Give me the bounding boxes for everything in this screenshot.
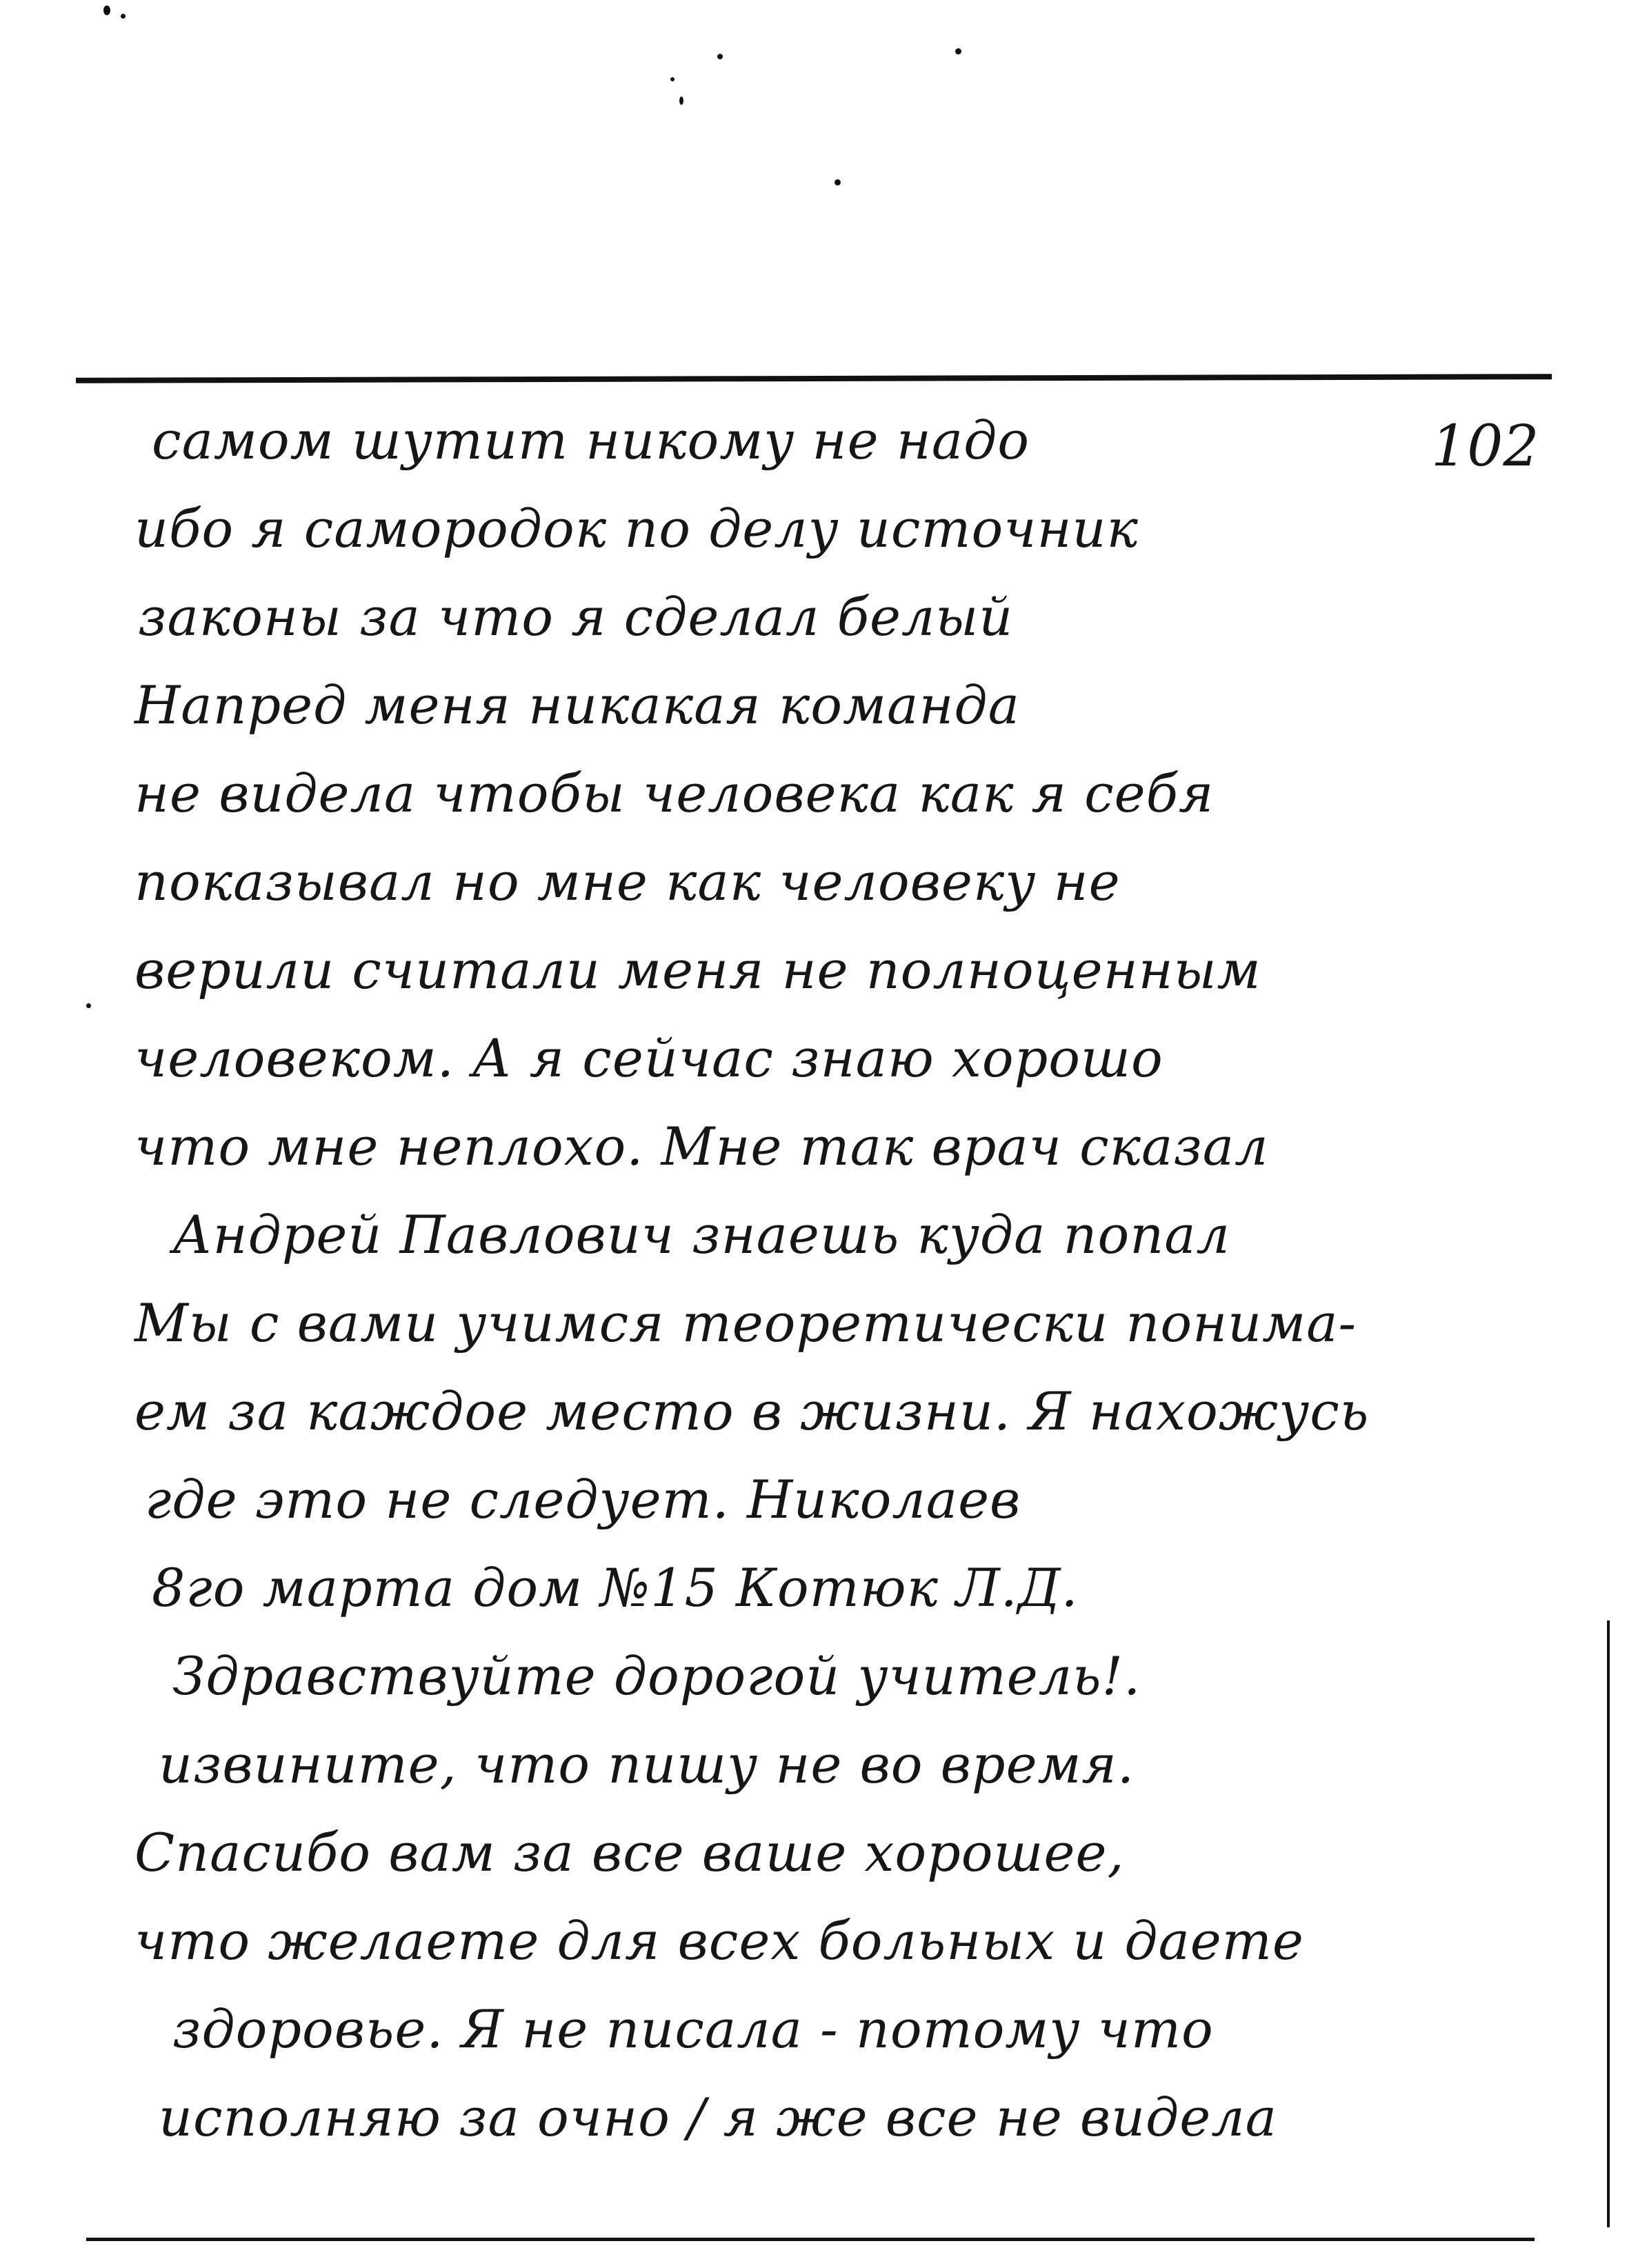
- text-line: ибо я самородок по делу источник: [134, 498, 1139, 559]
- text-line: извините, что пишу не во время.: [159, 1734, 1135, 1795]
- scan-speck: [955, 48, 961, 54]
- text-line: исполняю за очно / я же все не видела: [159, 2087, 1277, 2148]
- top-rule-line: [76, 374, 1552, 383]
- text-line: верили считали меня не полноценным: [134, 939, 1261, 1001]
- text-line: самом шутит никому не надо: [152, 410, 1030, 471]
- text-line: где это не следует. Николаев: [145, 1469, 1021, 1530]
- scan-speck: [717, 54, 723, 59]
- text-line: 8го марта дом №15 Котюк Л.Д.: [152, 1557, 1079, 1618]
- scan-speck: [670, 77, 675, 81]
- text-line: Андрей Павлович знаешь куда попал: [172, 1204, 1230, 1265]
- text-line: ем за каждое место в жизни. Я нахожусь: [134, 1381, 1370, 1442]
- text-line: Мы с вами учимся теоретически понима-: [134, 1292, 1357, 1354]
- text-line: здоровье. Я не писала - потому что: [172, 1998, 1214, 2060]
- scan-edge-line: [1607, 1620, 1610, 2227]
- text-line: Здравствуйте дорогой учитель!.: [172, 1645, 1141, 1707]
- text-line: не видела чтобы человека как я себя: [134, 763, 1215, 824]
- handwritten-text: [134, 397, 1562, 2162]
- bottom-rule-line: [86, 2238, 1535, 2241]
- text-line: Спасибо вам за все ваше хорошее,: [134, 1822, 1125, 1883]
- text-line: человеком. А я сейчас знаю хорошо: [134, 1027, 1163, 1089]
- scan-speck: [103, 6, 110, 15]
- text-line: что желаете для всех больных и даете: [134, 1910, 1304, 1971]
- page-number: 102: [1431, 414, 1539, 479]
- text-line: Напред меня никакая команда: [134, 674, 1020, 736]
- scan-speck: [121, 14, 126, 19]
- scan-speck: [835, 179, 841, 185]
- scan-speck: [679, 97, 683, 105]
- text-line: показывал но мне как человеку не: [134, 851, 1121, 912]
- text-line: что мне неплохо. Мне так врач сказал: [134, 1116, 1269, 1177]
- scan-speck: [86, 1003, 91, 1008]
- text-line: законы за что я сделал белый: [138, 586, 1014, 648]
